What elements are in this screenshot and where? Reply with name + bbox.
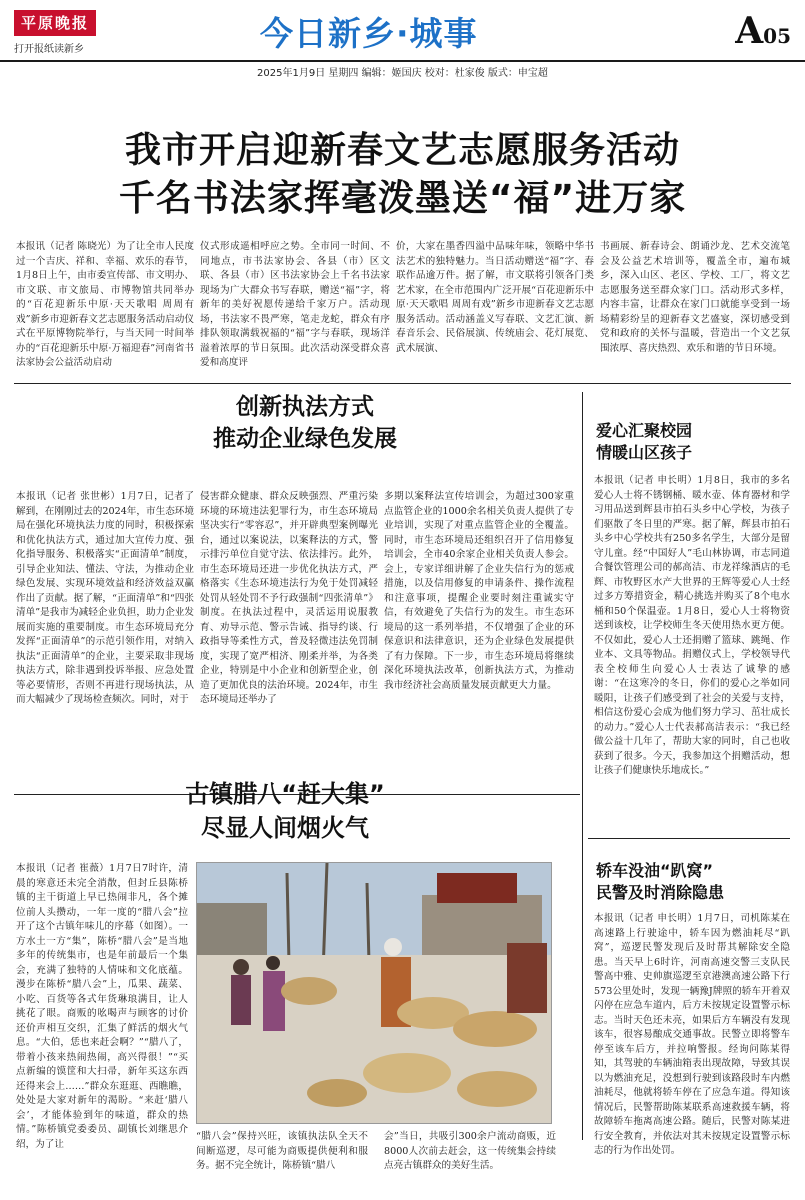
page-digits: 05 xyxy=(763,24,791,48)
newspaper-logo: 平原晚报 xyxy=(14,10,96,36)
article2-headline-line1: 创新执法方式 xyxy=(236,394,374,420)
article4-headline-line1: 古镇腊八“赶大集” xyxy=(185,780,385,808)
article4-col1: 本报讯（记者 崔薇）1月7日7时许，清晨的寒意还未完全消散，但封丘县陈桥镇的主干街道上早已热闹非凡，各个摊位前人头攒动，一年一度的“腊八会”拉开了这个古镇年味儿的序幕（如图）。一方水土一方“集”，陈桥“腊八会”是当地多年的传统集市，也是年前最后一个集会，充满了独特的人情味和文化底蕴。漫步在陈桥“腊八会”上，瓜果、蔬菜、小吃、百货等各式年货琳琅满目，让人挑花了眼。商贩的吆喝声与顾客的讨价还价声相互交织，汇集了鲜活的烟火气息。“大伯，恁也来赶会啊？”“腊八了，带着小孩来热闹热闹，高兴得很！”“买点新编的馍筐和大扫帚，新年买这东西还得来会上……”群众东逛逛、西瞧瞧，处处是大家对新年的渴盼。“来赶‘腊八会’，才能体验到年的味道，群众的热情。”陈桥镇党委委员、副镇长刘继思介绍，为了让 xyxy=(16,863,188,1150)
page-letter: A xyxy=(735,10,764,52)
article4-col2: “腊八会”保持兴旺，该镇执法队全天不间断巡逻，尽可能为商贩提供便利和服务。据不完全统计，陈桥镇“腊八 xyxy=(196,1131,368,1171)
article4-col3: 会”当日，共吸引300余户流动商贩，近8000人次前去赶会，这一传统集会持续点亮古镇群众的美好生活。 xyxy=(384,1131,556,1171)
article5-body: 本报讯（记者 申长明）1月7日，司机陈某在高速路上行驶途中，轿车因为燃油耗尽“趴窝”，巡逻民警发现后及时帮其解除安全隐患。当天早上6时许，河南高速交警三支队民警高中雅、史帅旗巡逻至京港澳高速公路下行573公里处时，发现一辆豫J牌照的轿车开着双闪停在应急车道内，后方未按规定设置警示标志。当时天色还未亮，如果后方车辆没有发现该车，很容易酿成交通事故。民警立即将警车停至该车后方，并拉响警报。经询问陈某得知，其驾驶的车辆油箱表出现故障，导致其误以为燃油充足，没想到行驶到该路段时车内燃油耗尽，他就将轿车停在了应急车道。得知该情况后，民警帮助陈某联系高速救援车辆，将故障轿车拖离高速公路。随后，民警对陈某进行安全教育，并依法对其未按规定设置警示标志的行为作出处罚。 xyxy=(594,913,790,1156)
article3-headline-line2: 情暖山区孩子 xyxy=(596,443,693,462)
article4-headline-line2: 尽显人间烟火气 xyxy=(201,814,369,842)
market-photo xyxy=(196,862,552,1124)
article3-headline-line1: 爱心汇聚校园 xyxy=(596,421,693,440)
article1-col4: 书画展、新春诗会、朗诵沙龙、艺术交流笔会及公益艺术培训等，覆盖全市，遍布城乡，深入山区、老区、学校、工厂，将文艺志愿服务送至群众家门口。活动形式多样，内容丰富，让群众在家门口就能享受到一场场精彩纷呈的迎新春文艺盛宴，深切感受到党和政府的关怀与温暖，营造出一个文艺氛围浓厚、喜庆热烈、欢乐和谐的节日环境。 xyxy=(600,241,790,354)
article1-col3: 价，大家在墨香四溢中品味年味，领略中华书法艺术的独特魅力。当日活动赠送“福”字、春联作品逾万件。据了解，市文联将引领各门类艺术家，在全市范围内广泛开展“百花迎新乐中原·天天歌唱 周周有戏”新乡市迎新春文艺志愿服务活动。活动涵盖义写春联、文艺汇演、新春音乐会、民俗展演、传统庙会、花灯展览、武术展演、 xyxy=(396,241,594,354)
main-headline-line2: 千名书法家挥毫泼墨送“福”进万家 xyxy=(118,178,687,219)
slogan: 打开报纸读新乡 xyxy=(14,44,84,55)
dateline: 2025年1月9日 星期四 编辑：姬国庆 校对：杜家俊 版式：申宝超 xyxy=(257,68,548,79)
article5-headline-line1: 轿车没油“趴窝” xyxy=(596,861,714,880)
article3-body: 本报讯（记者 申长明）1月8日，我市的多名爱心人士将不锈钢桶、暖水壶、体育器材和学习用品送到辉县市拍石头乡中心学校，为孩子们驱散了冬日里的严寒。据了解，辉县市拍石头乡中心学校共有250多名学生，大部分是留守儿童。经“中国好人”毛山林协调，市志同道合餐饮管理公司的郝高洁、市龙祥缘酒店的毛辉、市牧野区水产大世界的王辉等爱心人士经过多方筹措资金，精心挑选并购买了8个电水桶和50个保温壶。1月8日，爱心人士将物资送到该校，让学校师生冬天使用热水更方便。不仅如此，爱心人士还捐赠了篮球、跳绳、作业本、文具等物品。捐赠仪式上，学校领导代表全校师生向爱心人士表达了诚挚的感谢：“在这寒冷的冬日，你们的爱心之举如同暖阳，让孩子们感受到了社会的关爱与支持，相信这份爱心会成为他们努力学习、茁壮成长的动力。”爱心人士代表郝高洁表示：“我已经做公益十几年了，帮助大家的同时，自己也收获到了很多。今天，我参加这个捐赠活动，想让孩子们健康快乐地成长。” xyxy=(594,475,790,776)
column-divider xyxy=(582,392,583,1140)
masthead xyxy=(0,0,805,62)
market-scene-image xyxy=(197,863,552,1124)
article2-col2: 侵害群众健康、群众反映强烈、严重污染环境的环境违法犯罪行为，市生态环境局坚决实行“零容忍”，并开辟典型案例曝光台，通过以案说法，以案释法的方式，警示排污单位自觉守法、依法排污。此外，市生态环境局还进一步优化执法方式，严格落实《生态环境违法行为免于处罚减轻处罚从轻处罚不予行政强制“四张清单”》制度。在执法过程中，灵活运用说服教育、劝导示范、警示告诫、指导约谈、行政指导等柔性方式，普及轻微违法免罚制度，实现了宽严相济、刚柔并举，为各类企业，特别是中小企业和创新型企业，创造了更加优良的法治环境。2024年，市生态环境局还举办了 xyxy=(200,491,378,705)
article1-col1: 本报讯（记者 陈晓光）为了让全市人民度过一个吉庆、祥和、幸福、欢乐的春节，1月8日上午，由市委宣传部、市文明办、市文联、市文旅局、市博物馆共同举办的“百花迎新乐中原·天天歌唱 周周有戏”新乡市迎新春文艺志愿服务活动启动仪式在平原博物院举行，与当天同一时间举办的“百花迎新乐中原·万福迎春”河南省书法家协会公益活动启动 xyxy=(16,241,194,368)
page-number xyxy=(735,10,791,52)
article2-col3: 多期以案释法宣传培训会，为超过300家重点监管企业的1000余名相关负责人提供了专业培训，实现了对重点监管企业的全覆盖。同时，市生态环境局还组织召开了信用修复培训会，全市40余家企业相关负责人参会。会上，专家详细讲解了企业失信行为的惩戒措施，以及信用修复的申请条件、操作流程和注意事项，提醒企业要时刻注重诚实守信，有效避免了失信行为的发生。市生态环境局的这一系列举措，不仅增强了企业的环保意识和法律意识，还为企业绿色发展提供了有力保障。下一步，市生态环境局将继续深化环境执法改革，创新执法方式，为推动我市经济社会高质量发展贡献更大力量。 xyxy=(384,491,574,691)
article2-headline-line2: 推动企业绿色发展 xyxy=(213,426,397,452)
divider xyxy=(14,383,791,384)
divider xyxy=(588,838,790,839)
article1-col2: 仪式形成遥相呼应之势。全市同一时间、不同地点，市书法家协会、各县（市）区文联、各县（市）区书法家协会上千名书法家现场为广大群众书写春联，赠送“福”字，将新年的美好祝愿传递给千家万户。活动现场，书法家不畏严寒，笔走龙蛇，群众有序排队领取满载祝福的“福”字与春联，现场洋溢着浓厚的节日氛围。此次活动深受群众喜爱和高度评 xyxy=(200,241,390,368)
section-title: 今日新乡·城事 xyxy=(260,14,478,53)
article5-headline-line2: 民警及时消除隐患 xyxy=(596,883,725,902)
article2-col1: 本报讯（记者 张世彬）1月7日，记者了解到，在刚刚过去的2024年，市生态环境局在强化环境执法力度的同时，积极探索和优化执法方式，通过加大宣传力度、强化指导服务、积极落实“正面清单”制度，引导企业知法、懂法、守法，为推动企业绿色发展、实现环境效益和经济效益双赢作出了贡献。据了解，“正面清单”和“四张清单”是我市为减轻企业负担，助力企业发展而实施的重要制度。市生态环境局充分发挥“正面清单”的示范引领作用，对纳入执法“正面清单”的企业，主要采取非现场执法方式，除非遇到投诉举报、应急处置等必要情形，否则不再进行现场执法，从而大幅减少了现场检查频次。同时，对于 xyxy=(16,491,194,705)
main-headline-line1: 我市开启迎新春文艺志愿服务活动 xyxy=(124,130,680,171)
